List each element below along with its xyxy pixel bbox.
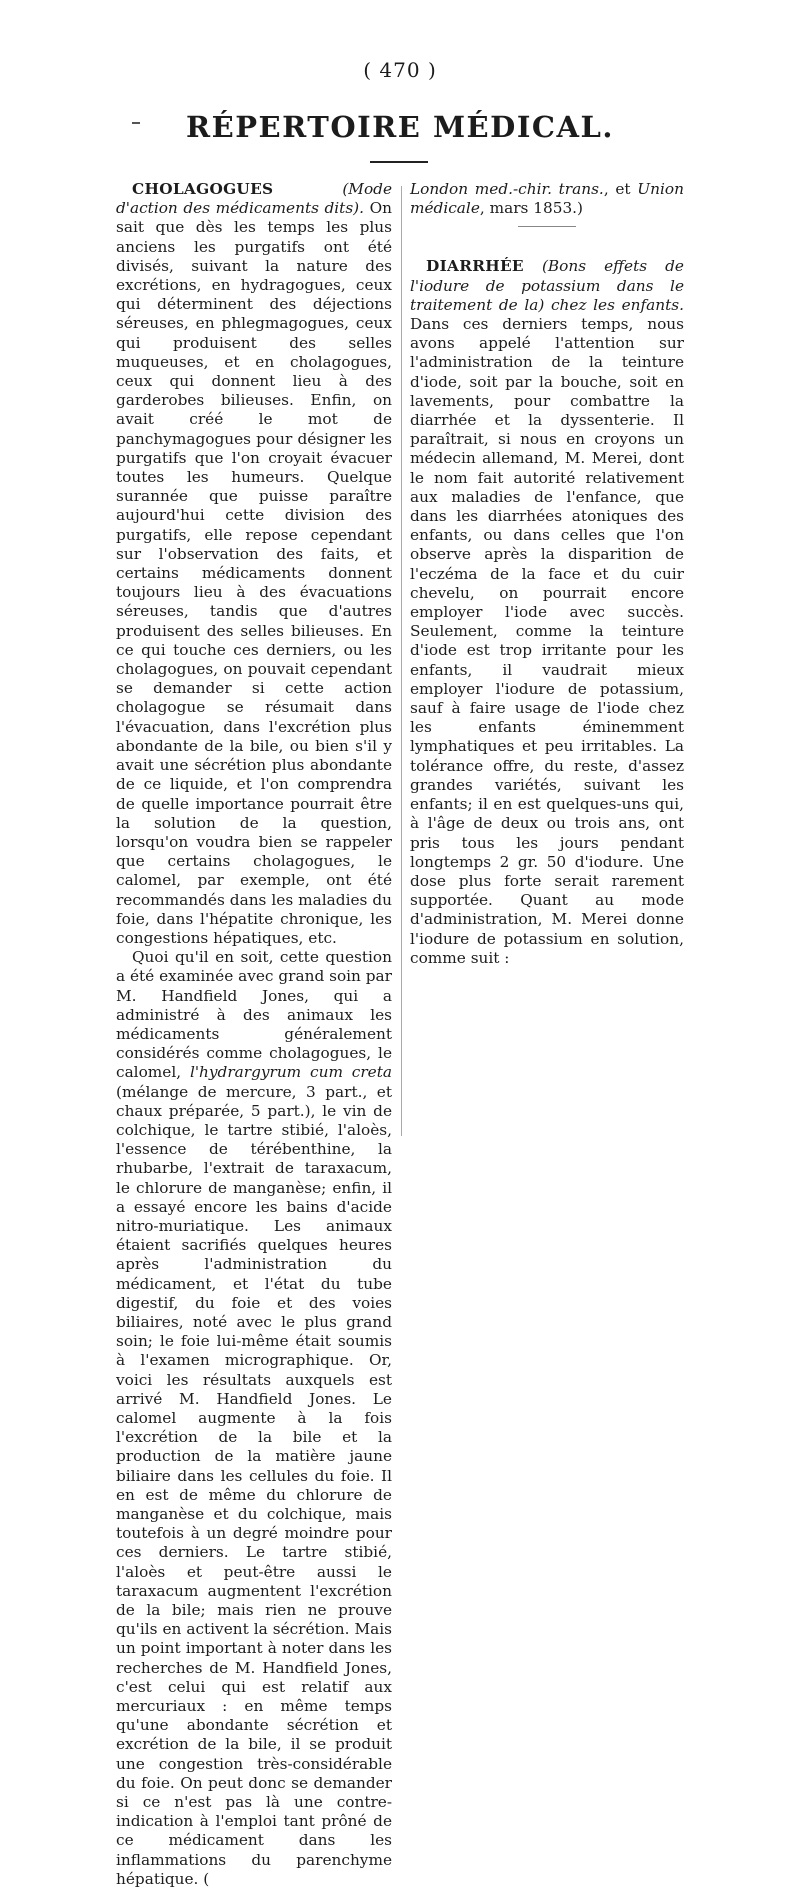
page-title: RÉPERTOIRE MÉDICAL. [186, 110, 614, 144]
diarrhee-entry [410, 257, 684, 968]
cholagogues-intro [116, 180, 392, 948]
diarrhee-subtitle: (Bons effets de l'iodure de potassium dans le traitement de la) chez les enfants. [410, 257, 684, 314]
left-column [116, 180, 392, 1889]
hydrargyrum-italic: l'hydrargyrum cum creta [189, 1063, 392, 1082]
right-column [410, 180, 684, 968]
cholagogues-heading: CHOLAGOGUES [132, 180, 274, 198]
cholagogues-para2-continued: (mélange de mercure, 3 part., et chaux préparée, 5 part.), le vin de colchique, le tartre stibié, l'aloès, l'essence de térébenthine, la rhubarbe, l'extrait de taraxacum, le chlorure de manganèse; enfin, il a essayé encore les bains d'acide nitro-muriatique. Les animaux étaient sacrifiés quelques heures après l'administration du médicament, et l'état du tube digestif, du foie et des voies biliaires, noté avec le plus grand soin; le foie lui-même était soumis à l'examen micrographique. Or, voici les résultats auxquels est arrivé M. Handfield Jones. Le calomel augmente à la fois l'excrétion de la bile et la production de la matière jaune biliaire dans les cellules du foie. Il en est de même du chlorure de manganèse et du colchique, mais toutefois à un degré moindre pour ces derniers. Le tartre stibié, l'aloès et peut-être aussi le taraxacum augmentent l'excrétion de la bile; mais rien ne prouve qu'ils en activent la sécrétion. Mais un point important à noter dans les recherches de M. Handfield Jones, c'est celui qui est relatif aux mercuriaux : en même temps qu'une abondante sécrétion et excrétion de la bile, il se produit une congestion très-considérable du foie. On peut donc se demander si ce n'est pas là une contre-indication à l'emploi tant prôné de ce médicament dans les inflammations du parenchyme hépatique. ( [116, 1082, 392, 1888]
diarrhee-heading: DIARRHÉE [426, 257, 524, 276]
london-source: London med.-chir. trans. [410, 180, 604, 198]
diarrhee-para1: Dans ces derniers temps, nous avons appelé l'attention sur l'administration de la teinture d'iode, soit par la bouche, soit en lavements, pour combattre la diarrhée et la dyssenterie. Il paraîtrait, si nous en croyons un médecin allemand, M. Merei, dont le nom fait autorité relativement aux maladies de l'enfance, que dans les diarrhées atoniques des enfants, ou dans celles que l'on observe après la disparition de l'eczéma de la face et du cuir chevelu, on pourrait encore employer l'iode avec succès. Seulement, comme la teinture d'iode est trop irritante pour les enfants, il vaudrait mieux employer l'iodure de potassium, sauf à faire usage de l'iode chez les enfants éminemment lymphatiques et peu irritables. La tolérance offre, du reste, d'assez grandes variétés, suivant les enfants; il en est quelques-uns qui, à l'âge de deux ou trois ans, ont pris tous les jours pendant longtemps 2 gr. 50 d'iodure. Une dose plus forte serait rarement supportée. Quant au mode d'administration, M. Merei donne l'iodure de potassium en solution, comme suit : [410, 315, 684, 967]
union-source: Union médicale [410, 180, 684, 218]
title-rule [370, 161, 428, 163]
cholagogues-para1: On sait que dès les temps les plus anciens les purgatifs ont été divisés, suivant la nature des excrétions, en hydragogues, ceux qui déterminent des déjections séreuses, en phlegmagogues, ceux qui produisent des selles muqueuses, et en cholagogues, ceux qui donnent lieu à des garderobes bilieuses. Enfin, on avait créé le mot de panchymagogues pour désigner les purgatifs que l'on croyait évacuer toutes les humeurs. Quelque surannée que puisse paraître aujourd'hui cette division des purgatifs, elle repose cependant sur l'observation des faits, et certains médicaments donnent toujours lieu à des évacuations séreuses, tandis que d'autres produisent des selles bilieuses. En ce qui touche ces derniers, ou les cholagogues, on pouvait cependant se demander si cette action cholagogue se résumait dans l'évacuation, dans l'excrétion plus abondante de la bile, ou bien s'il y avait une sécrétion plus abondante de ce liquide, et l'on comprendra de quelle importance pourrait être la solution de la question, lorsqu'on voudra bien se rappeler que certains cholagogues, le calomel, par exemple, ont été recommandés dans les maladies du foie, dans l'hépatite chronique, les congestions hépatiques, etc. [116, 199, 392, 947]
entry-separator [518, 226, 576, 227]
column-divider [401, 186, 402, 1136]
cholagogues-para2-end: London med.-chir. trans., et Union médicale, mars 1853.) [410, 180, 684, 218]
cholagogues-para2-start: Quoi qu'il en soit, cette question a été examinée avec grand soin par M. Handfield Jones, qui a administré à des animaux les médicaments généralement considérés comme cholagogues, le calomel, l'hydrargyrum cum creta (mélange de mercure, 3 part., et chaux préparée, 5 part.), le vin de colchique, le tartre stibié, l'aloès, l'essence de térébenthine, la rhubarbe, l'extrait de taraxacum, le chlorure de manganèse; enfin, il a essayé encore les bains d'acide nitro-muriatique. Les animaux étaient sacrifiés quelques heures après l'administration du médicament, et l'état du tube digestif, du foie et des voies biliaires, noté avec le plus grand soin; le foie lui-même était soumis à l'examen micrographique. Or, voici les résultats auxquels est arrivé M. Handfield Jones. Le calomel augmente à la fois l'excrétion de la bile et la production de la matière jaune biliaire dans les cellules du foie. Il en est de même du chlorure de manganèse et du colchique, mais toutefois à un degré moindre pour ces derniers. Le tartre stibié, l'aloès et peut-être aussi le taraxacum augmentent l'excrétion de la bile; mais rien ne prouve qu'ils en activent la sécrétion. Mais un point important à noter dans les recherches de M. Handfield Jones, c'est celui qui est relatif aux mercuriaux : en même temps qu'une abondante sécrétion et excrétion de la bile, il se produit une congestion très-considérable du foie. On peut donc se demander si ce n'est pas là une contre-indication à l'emploi tant prôné de ce médicament dans les inflammations du parenchyme hépatique. ( [116, 948, 392, 1888]
cholagogues-subtitle: (Mode d'action des médicaments dits). [116, 180, 392, 218]
page-number: ( 470 ) [363, 58, 437, 82]
